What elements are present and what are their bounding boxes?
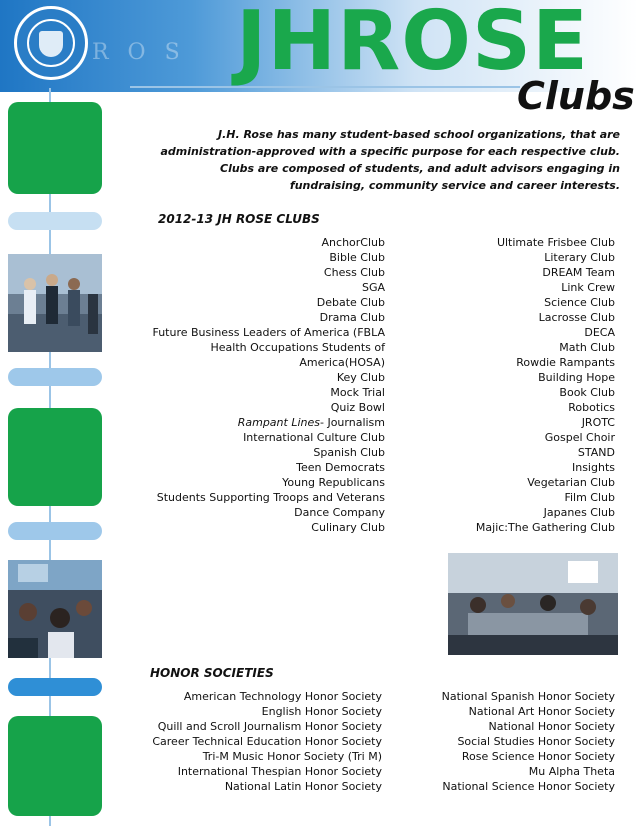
honor-item: Social Studies Honor Society (457, 735, 615, 748)
clubs-item: JROTC (581, 416, 615, 429)
clubs-heading: 2012-13 JH ROSE CLUBS (158, 212, 320, 226)
honor-item: Rose Science Honor Society (461, 750, 615, 763)
clubs-item: Film Club (564, 491, 615, 504)
school-seal-icon (14, 6, 88, 80)
intro-paragraph: J.H. Rose has many student-based school organizations, that are administration-approved with a specific purpose for each respective club. Clubs are composed of students, and adult advisors engaging in fundraising, community service and career interests. (160, 128, 620, 192)
meeting-photo (448, 553, 618, 655)
clubs-item: Future Business Leaders of America (FBLA (152, 326, 385, 339)
clubs-item: Quiz Bowl (330, 401, 385, 414)
clubs-item: Health Occupations Students of (210, 341, 385, 354)
honor-item: Career Technical Education Honor Society (152, 735, 382, 748)
clubs-item: Debate Club (316, 296, 385, 309)
honor-item: Quill and Scroll Journalism Honor Society (157, 720, 382, 733)
clubs-item: STAND (577, 446, 615, 459)
shield-icon (39, 31, 63, 57)
clubs-item: Japanes Club (543, 506, 615, 519)
clubs-item: Ultimate Frisbee Club (496, 236, 615, 249)
clubs-item: Bible Club (329, 251, 385, 264)
clubs-item: SGA (361, 281, 385, 294)
clubs-item: Insights (571, 461, 615, 474)
clubs-item: Spanish Club (313, 446, 385, 459)
honor-list-right (400, 689, 615, 794)
students-photo (8, 254, 102, 352)
clubs-item: DREAM Team (542, 266, 615, 279)
honor-item: National Honor Society (488, 720, 615, 733)
clubs-item: Dance Company (294, 506, 385, 519)
page-subtitle: Clubs (517, 74, 635, 118)
clubs-item: AnchorClub (321, 236, 385, 249)
clubs-item: Building Hope (538, 371, 615, 384)
clubs-item: Drama Club (319, 311, 385, 324)
honor-item: English Honor Society (261, 705, 382, 718)
clubs-item: Literary Club (544, 251, 615, 264)
seal-watermark: R O S (92, 40, 186, 65)
honor-item: Tri-M Music Honor Society (Tri M) (202, 750, 382, 763)
clubs-item: Rampant Lines- Journalism (237, 416, 385, 429)
clubs-item: Young Republicans (282, 476, 385, 489)
clubs-item: Gospel Choir (544, 431, 615, 444)
side-tab-light (8, 212, 102, 230)
honor-item: International Thespian Honor Society (177, 765, 382, 778)
side-tab-mid (8, 368, 102, 386)
clubs-item: Math Club (559, 341, 615, 354)
honor-item: National Art Honor Society (468, 705, 615, 718)
clubs-item: International Culture Club (243, 431, 385, 444)
clubs-item: DECA (584, 326, 615, 339)
side-tab-green-3 (8, 716, 102, 816)
clubs-item: Vegetarian Club (527, 476, 615, 489)
clubs-list-left (150, 235, 385, 535)
clubs-item: Majic:The Gathering Club (475, 521, 615, 534)
clubs-item: Rowdie Rampants (516, 356, 615, 369)
clubs-item: Chess Club (323, 266, 385, 279)
honor-heading: HONOR SOCIETIES (150, 666, 274, 680)
clubs-item: Teen Democrats (296, 461, 385, 474)
clubs-list-right (400, 235, 615, 535)
clubs-item: Students Supporting Troops and Veterans (156, 491, 385, 504)
honor-item: American Technology Honor Society (183, 690, 382, 703)
clubs-item: Robotics (568, 401, 615, 414)
side-tab-mid-2 (8, 522, 102, 540)
clubs-item: America(HOSA) (299, 356, 385, 369)
honor-item: National Science Honor Society (442, 780, 615, 793)
clubs-item: Book Club (559, 386, 615, 399)
honor-item: National Spanish Honor Society (441, 690, 615, 703)
clubs-item: Mock Trial (330, 386, 385, 399)
clubs-item: Lacrosse Club (538, 311, 615, 324)
side-tab-green (8, 102, 102, 194)
honor-item: Mu Alpha Theta (528, 765, 615, 778)
clubs-item: Link Crew (561, 281, 615, 294)
brand-title: JHROSE (236, 0, 590, 89)
honor-list-left (150, 689, 382, 794)
clubs-item: Key Club (336, 371, 385, 384)
clubs-item: Culinary Club (311, 521, 385, 534)
clubs-item: Science Club (544, 296, 615, 309)
side-tab-blue (8, 678, 102, 696)
side-tab-green-2 (8, 408, 102, 506)
honor-item: National Latin Honor Society (224, 780, 382, 793)
